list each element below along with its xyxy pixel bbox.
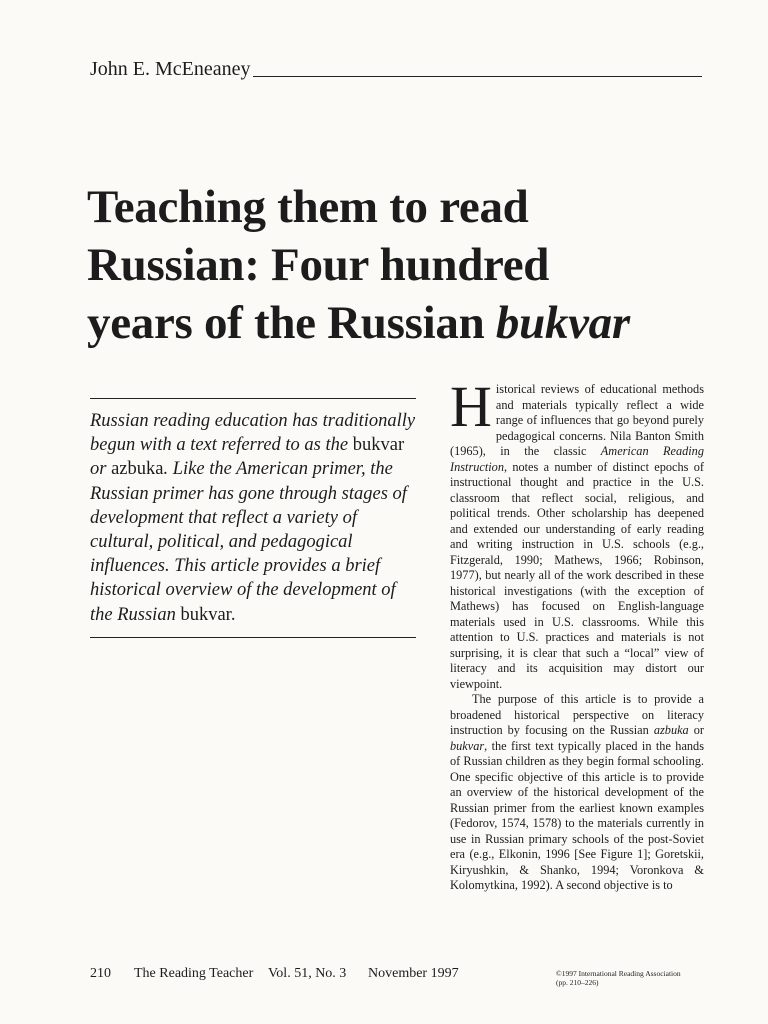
page-footer [90, 966, 710, 987]
p1-text-b: , notes a number of distinct epochs of instructional thought and practice in the U.S. classroom that reflect social, religious, and political trends. Other scholarship has deepened and extended our understanding of early reading and writing instruction in U.S. schools (e.g., Fitzgerald, 1990; Mathews, 1966; Robinson, 1977), but nearly all of the work described in these historical investigations (with the exception of Mathews) has focused on English-language materials used in U.S. classrooms. While this attention to U.S. practices and materials is not surprising, it is clear that such a “local” view of literacy and its acquisition may distort our viewpoint. [450, 459, 704, 691]
author-byline [90, 58, 702, 81]
abstract-top-rule [90, 398, 416, 399]
abstract-term-bukvar-2: bukvar [180, 604, 231, 625]
journal-name: The Reading Teacher [134, 966, 254, 981]
page-range: (pp. 210–226) [556, 978, 599, 987]
title-line-3: years of the Russian [87, 297, 496, 349]
p2-term-bukvar: bukvar [450, 738, 485, 753]
abstract-term-bukvar: bukvar [352, 435, 405, 456]
title-line-1: Teaching them to read [87, 181, 529, 233]
title-line-2: Russian: Four hundred [87, 239, 550, 291]
p1-book-title: American Reading Instruction [450, 444, 704, 474]
volume-issue: Vol. 51, No. 3 [268, 966, 347, 981]
author-name: John E. McEneaney [90, 58, 251, 80]
abstract-term-azbuka: azbuka [111, 459, 164, 480]
drop-cap: H [450, 374, 492, 439]
page-number: 210 [90, 966, 111, 981]
abstract-box [90, 398, 416, 638]
author-rule [253, 76, 702, 77]
abstract-bottom-rule [90, 637, 416, 638]
body-paragraph-1 [450, 374, 704, 692]
body-paragraph-2 [450, 692, 704, 894]
abstract-part-2: or [90, 459, 112, 480]
article-title [87, 178, 727, 352]
p1-text-a: istorical reviews of educational methods and materials typically reflect a wide range of influences that go beyond purely pedagogical concerns. Nila Banton Smith (1965), in the classic [450, 382, 704, 458]
title-italic-word: bukvar [495, 297, 630, 349]
abstract-text [90, 409, 416, 627]
abstract-part-1: Russian reading education has traditionally begun with a text referred to as the [90, 411, 416, 456]
abstract-part-3: . Like the American primer, the Russian primer has gone through stages of development that reflect a variety of cultural, political, and pedagogical influences. This article provides a brief historical overview of the development of the Russian [90, 459, 407, 625]
p2-term-azbuka: azbuka [653, 723, 689, 737]
p2-text-c: , the first text typically placed in the hands of Russian children as they begin formal schooling. One specific objective of this article is to provide an overview of the historical development of the Russian primer from the earliest known examples (Fedorov, 1574, 1578) to the materials currently in use in Russian primary schools of the post-Soviet era (e.g., Elkonin, 1996 [See Figure 1]; Goretskii, Kiryushkin, & Shanko, 1994; Voronkova & Kolomytkina, 1992). A second objective is to [450, 738, 704, 892]
p2-text-b: or [688, 723, 705, 737]
abstract-end: . [230, 604, 236, 625]
copyright-text: ©1997 International Reading Association [556, 969, 681, 978]
body-column [450, 374, 705, 894]
issue-date: November 1997 [368, 966, 459, 981]
copyright-notice [556, 969, 681, 987]
p2-text-a: The purpose of this article is to provide a broadened historical perspective on literacy instruction by focusing on the Russian [450, 692, 704, 737]
